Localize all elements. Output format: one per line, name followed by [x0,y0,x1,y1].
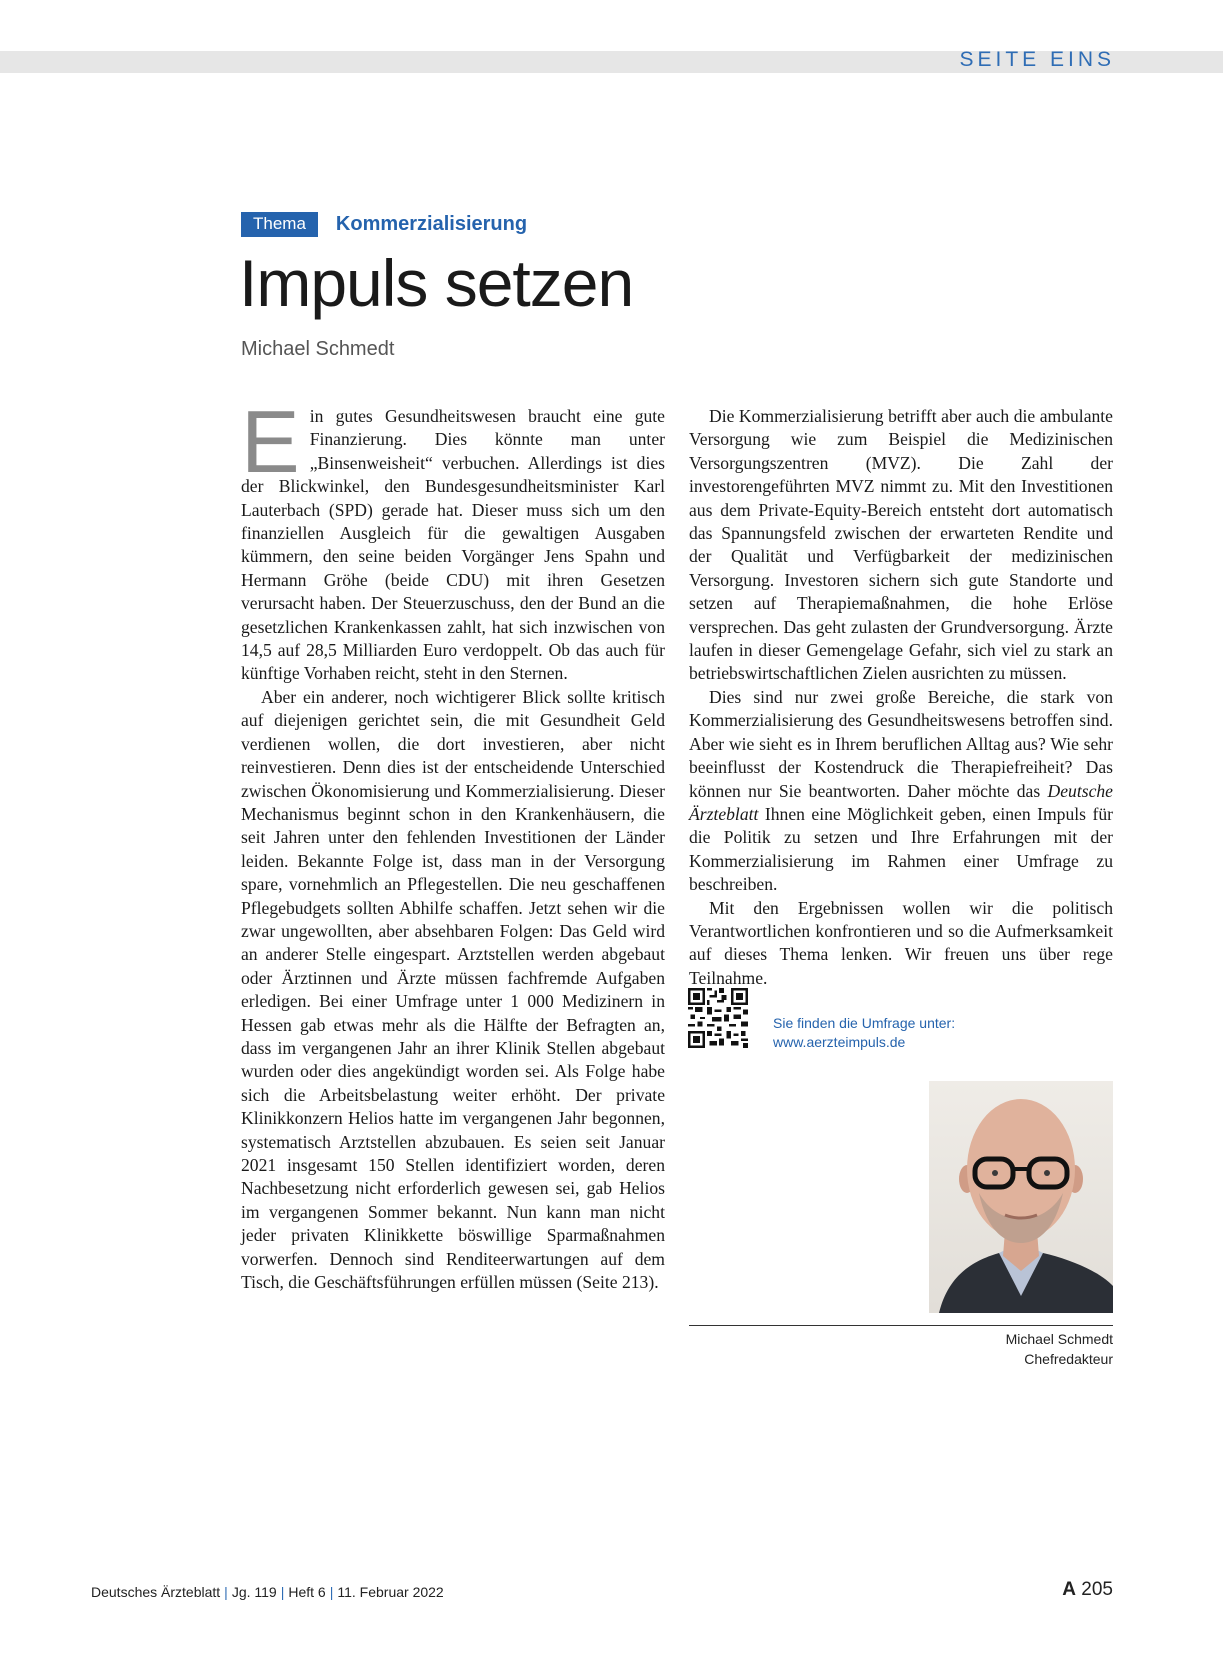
article-column-left [241,392,665,1294]
article-paragraph [241,392,665,686]
article-column-right [689,405,1113,990]
author-portrait [929,1081,1113,1313]
footer-citation [91,1584,444,1600]
article-paragraph: Die Kommerzialisierung betrifft aber auch die ambulante Versorgung wie zum Beispiel die Medizinischen Versorgungszentren (MVZ). Die Zahl der investorengeführten MVZ nimmt zu. Mit den Investitionen aus dem Private-Equity-Bereich entsteht dort automatisch das Spannungsfeld zwischen der erwarteten Rendite und der Qualität und Verfügbarkeit der medizinischen Versorgung. Investoren sichern sich gute Standorte und setzen auf Therapiemaßnahmen, die hohe Erlöse versprechen. Das geht zulasten der Grundversorgung. Ärzte laufen in dieser Gemengelage Gefahr, sich viel zu stark an betriebswirtschaftlichen Zielen ausrichten zu müssen. [689,406,1113,684]
survey-link[interactable]: www.aerzteimpuls.de [773,1034,906,1050]
qr-code-icon[interactable] [688,988,748,1048]
footer-date: 11. Februar 2022 [337,1584,444,1600]
page-prefix: A [1062,1579,1077,1600]
article-paragraph: Mit den Ergebnissen wollen wir die politisch Verantwortlichen konfrontieren und so die Aufmerksamkeit auf dieses Thema lenken. Wir freuen uns über rege Teilnahme. [689,897,1113,988]
survey-text: Sie finden die Umfrage unter: [773,1015,956,1031]
paragraph-text: in gutes Gesundheitswesen braucht eine gute Finanzierung. Dies könnte man unter „Binsenweisheit“ verbuchen. Allerdings ist dies der Blickwinkel, den Bundesgesundheitsminister Karl Lauterbach (SPD) gerade hat. Dieser muss sich um den finanziellen Ausgleich für die gewaltigen Ausgaben kümmern, den seine beiden Vorgänger Jens Spahn und Hermann Gröhe (beide CDU) mit ihren Gesetzen verursacht haben. Der Steuerzuschuss, den der Bund an die gesetzlichen Krankenkassen zahlt, hat sich inzwischen von 14,5 auf 28,5 Milliarden Euro verdoppelt. Ob das auch für künftige Vorhaben reicht, steht in den Sternen. [241,406,665,684]
footer-issue: Heft 6 [288,1584,326,1600]
footer-publication: Deutsches Ärzteblatt [91,1584,221,1600]
paragraph-text: Dies sind nur zwei große Bereiche, die stark von Kommerzialisierung des Gesundheitswesens betroffen sind. Aber wie sieht es in Ihrem beruflichen Alltag aus? Wie sehr beeinflusst der Kostendruck die Therapiefreiheit? Das können nur Sie beantworten. Daher möchte das [689,686,1113,801]
section-label: SEITE EINS [959,48,1115,71]
article-title: Impuls setzen [239,246,634,320]
caption-role: Chefredakteur [1024,1351,1113,1367]
kicker [241,212,527,237]
footer-volume: Jg. 119 [231,1584,277,1600]
paragraph-text: Ihnen eine Möglichkeit geben, einen Impuls für die Politik zu setzen und Ihre Erfahrungen mit der Kommerzialisierung im Rahmen einer Umfrage zu beschreiben. [689,803,1113,895]
article-paragraph: Aber ein anderer, noch wichtigerer Blick sollte kritisch auf diejenigen gerichtet sein, die mit Gesundheit Geld verdienen wollen, die dort investieren, aber nicht reinvestieren. Denn dies ist der entscheidende Unterschied zwischen Ökonomisierung und Kommerzialisierung. Dieser Mechanismus beginnt schon in den Krankenhäusern, die seit Jahren unter den fehlenden Investitionen der Länder leiden. Bekannte Folge ist, dass man in der Versorgung spare, vornehmlich an Pflegestellen. Die neu geschaffenen Pflegebudgets sollten Abhilfe schaffen. Jetzt sehen wir die zwar ungewollten, aber absehbaren Folgen: Das Geld wird an anderer Stelle eingespart. Arztstellen werden abgebaut oder Ärztinnen und Ärzte müssen fachfremde Aufgaben erledigen. Bei einer Umfrage unter 1 000 Medizinern in Hessen gab etwas mehr als die Hälfte der Befragten an, dass im vergangenen Jahr an ihrer Klinik Stellen abgebaut wurden oder dies angekündigt worden sei. Als Folge habe sich die Arbeitsbelastung weiter erhöht. Der private Klinikkonzern Helios hatte im vergangenen Jahr begonnen, systematisch Arztstellen abzubauen. Es seien seit Januar 2021 insgesamt 150 Stellen identifiziert worden, deren Nachbesetzung nicht erforderlich gewesen sei, gab Helios im vergangenen Sommer bekannt. Nun kann man nicht jeder privaten Klinikkette böswillige Sparmaßnahmen vorwerfen. Dennoch sind Renditeerwartungen auf dem Tisch, die Geschäftsführungen erfüllen müssen (Seite 213). [241,686,665,1293]
survey-info [773,1014,955,1052]
dropcap: E [241,392,300,491]
kicker-topic: Kommerzialisierung [335,213,528,235]
footer-separator: | [329,1584,334,1600]
footer-separator: | [280,1584,285,1600]
portrait-caption [1006,1329,1113,1369]
page-number [1062,1579,1113,1601]
caption-name: Michael Schmedt [1005,1331,1113,1347]
footer-separator: | [224,1584,228,1600]
thema-badge: Thema [241,212,318,237]
publication-name: Deutsche Ärzteblatt [689,780,1113,824]
article-paragraph [689,686,1113,897]
page-number-value: 205 [1081,1579,1113,1600]
article-author: Michael Schmedt [241,338,395,360]
caption-divider [689,1325,1113,1326]
